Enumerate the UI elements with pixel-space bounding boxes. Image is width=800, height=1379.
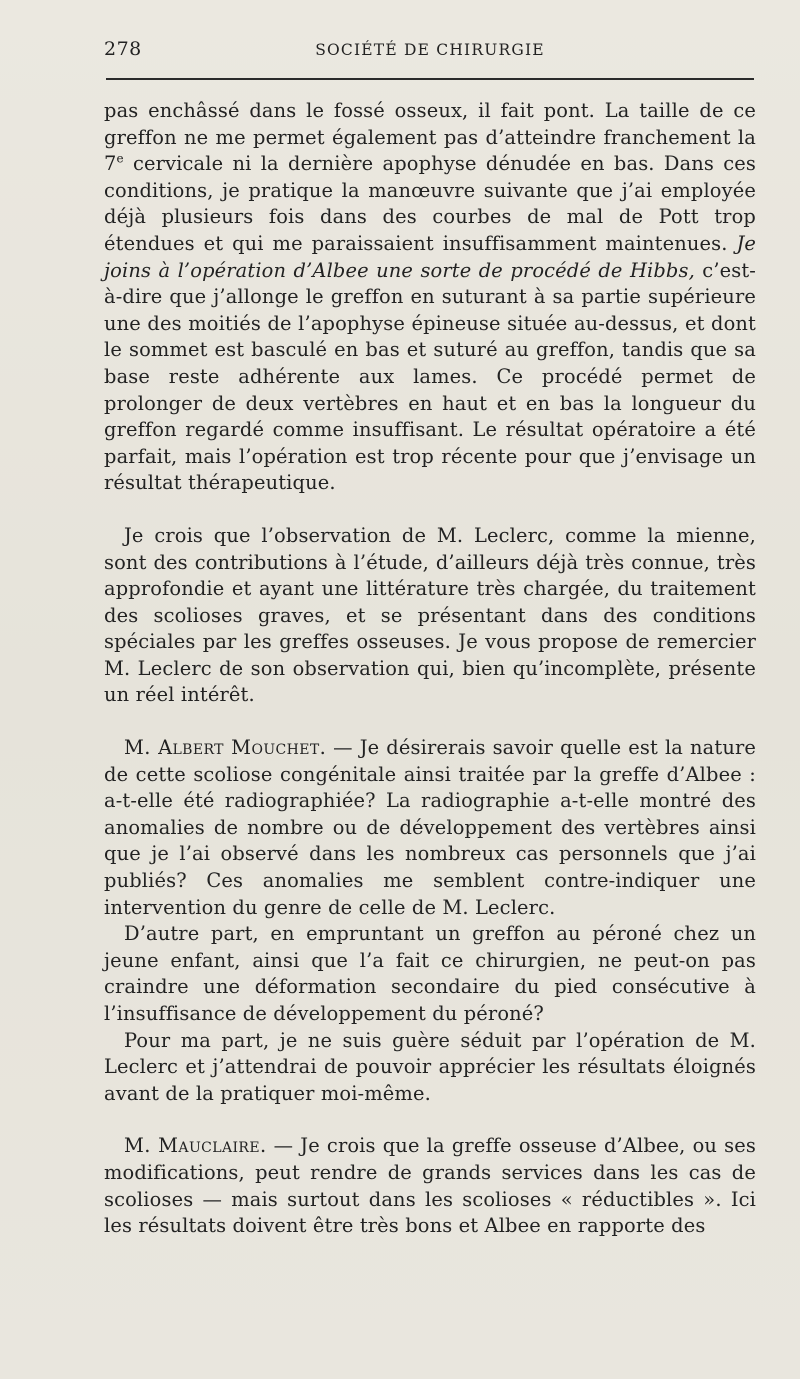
- speaker-mauclaire: M. Mauclaire.: [124, 1134, 267, 1158]
- paragraph-3-text: — Je désirerais savoir quelle est la nature de cette scoliose congénitale ainsi traitée par la greffe d’Albee : a-t-elle été radiographiée? La radiographie a-t-elle montré des anomalies de nombre ou de développement des vertèbres ainsi que je l’ai observé dans les nombreux cas personnels que j’ai publiés? Ces anomalies me semblent contre-indiquer une intervention du genre de celle de M. Leclerc.: [104, 736, 756, 919]
- paragraph-1-italic: Je joins à l’opération d’Albee une sorte de procédé de Hibbs,: [104, 231, 756, 282]
- paragraph-1-text-a: pas enchâssé dans le fossé osseux, il fait pont. La taille de ce greffon ne me permet également pas d’atteindre franchement la 7: [104, 99, 756, 176]
- paragraph-2: Je crois que l’observation de M. Leclerc, comme la mienne, sont des contributions à l’étude, d’ailleurs déjà très connue, très approfondie et ayant une littérature très chargée, du traitement des scolioses graves, et se présentant dans des conditions spéciales par les greffes osseuses. Je vous propose de remercier M. Leclerc de son observation qui, bien qu’incomplète, présente un réel intérêt.: [104, 523, 756, 707]
- running-head: SOCIÉTÉ DE CHIRURGIE: [315, 41, 545, 59]
- paragraph-4: D’autre part, en empruntant un greffon au péroné chez un jeune enfant, ainsi que l’a fait ce chirurgien, ne peut-on pas craindre une déformation secondaire du pied consécutive à l’insuffisance de développement du péroné?: [104, 922, 756, 1025]
- body-text: [104, 98, 756, 1240]
- page-number: 278: [104, 38, 142, 60]
- paragraph-1-text-c: c’est-à-dire que j’allonge le greffon en suturant à sa partie supérieure une des moitiés de l’apophyse épineuse située au-dessus, et dont le sommet est basculé en bas et suturé au greffon, tandis que sa base reste adhérente aux lames. Ce procédé permet de prolonger de deux vertèbres en haut et en bas la longueur du greffon regardé comme insuffisant. Le résultat opératoire a été parfait, mais l’opération est trop récente pour que j’envisage un résultat thérapeutique.: [104, 258, 756, 495]
- speaker-mouchet: M. Albert Mouchet.: [124, 736, 327, 760]
- page-header: [104, 38, 756, 62]
- paragraph-6: [104, 1133, 756, 1239]
- paragraph-1-text-b: cervicale ni la dernière apophyse dénudée en bas. Dans ces conditions, je pratique la manœuvre suivante que j’ai employée déjà plusieurs fois dans des courbes de mal de Pott trop étendues et qui me paraissaient insuffisamment maintenues.: [104, 152, 756, 255]
- superscript-e: e: [116, 151, 124, 166]
- paragraph-3: [104, 735, 756, 921]
- header-rule: [106, 78, 754, 80]
- paragraph-1: [104, 98, 756, 497]
- paragraph-6-text: — Je crois que la greffe osseuse d’Albee, ou ses modifications, peut rendre de grands services dans les cas de scolioses — mais surtout dans les scolioses « réductibles ». Ici les résultats doivent être très bons et Albee en rapporte des: [104, 1134, 756, 1238]
- paragraph-5: Pour ma part, je ne suis guère séduit par l’opération de M. Leclerc et j’attendrai de pouvoir apprécier les résultats éloignés avant de la pratiquer moi-même.: [104, 1028, 756, 1105]
